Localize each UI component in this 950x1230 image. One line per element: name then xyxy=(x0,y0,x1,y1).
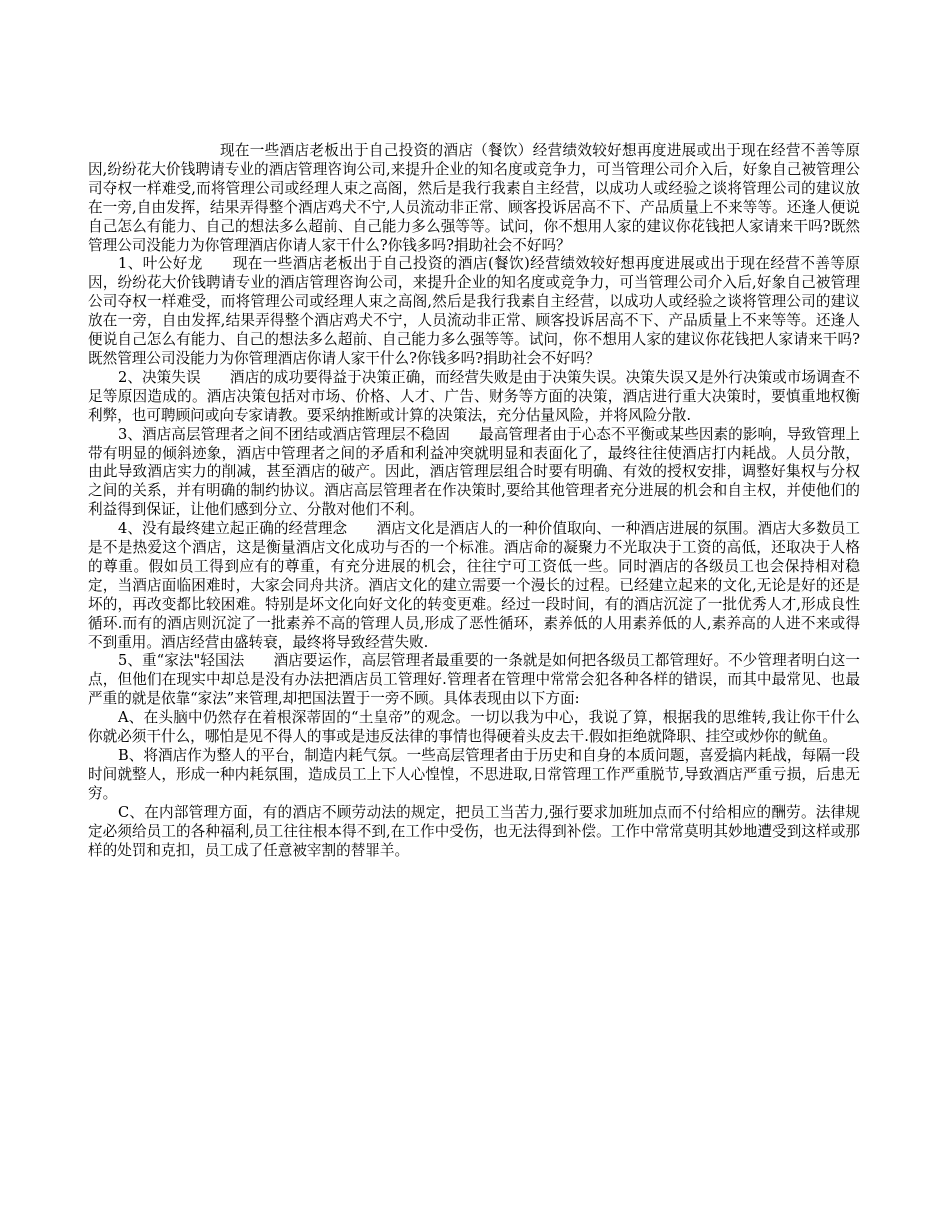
section-4-paragraph: 4、没有最终建立起正确的经营理念 酒店文化是酒店人的一种价值取向、一种酒店进展的氛围。酒店大多数员工是不是热爱这个酒店，这是衡量酒店文化成功与否的一个标准。酒店命的凝聚力不光取决于工资的高低，还取决于人格的尊重。假如员工得到应有的尊重，有充分进展的机会，往往宁可工资低一些。同时酒店的各级员工也会保持相对稳定，当酒店面临困难时，大家会同舟共济。酒店文化的建立需要一个漫长的过程。已经建立起来的文化,无论是好的还是坏的，再改变都比较困难。特别是坏文化向好文化的转变更难。经过一段时间，有的酒店沉淀了一批优秀人才,形成良性循环.而有的酒店则沉淀了一批素养不高的管理人员,形成了恶性循环，素养低的人用素养低的人,素养高的人进不来或得不到重用。酒店经营由盛转衰，最终将导致经营失败. xyxy=(88,520,860,651)
section-2-paragraph: 2、决策失误 酒店的成功要得益于决策正确，而经营失败是由于决策失误。决策失误又是外行决策或市场调查不足等原因造成的。酒店决策包括对市场、价格、人才、广告、财务等方面的决策，酒店进行重大决策时，要慎重地权衡利弊，也可聘顾问或向专家请教。要采纳推断或计算的决策法，充分估量风险，并将风险分散. xyxy=(88,368,860,424)
section-1-paragraph: 1、叶公好龙 现在一些酒店老板出于自己投资的酒店(餐饮)经营绩效较好想再度进展或出于现在经营不善等原因，纷纷花大价钱聘请专业的酒店管理咨询公司，来提升企业的知名度或竞争力，可当管理公司介入后,好象自己被管理公司夺权一样难受，而将管理公司或经理人束之高阁,然后是我行我素自主经营，以成功人或经验之谈将管理公司的建议放在一旁，自由发挥,结果弄得整个酒店鸡犬不宁，人员流动非正常、顾客投诉居高不下、产品质量上不来等等。还逢人便说自己怎么有能力、自己的想法多么超前、自己能力多么强等等。试问，你不想用人家的建议你花钱把人家请来干吗?既然管理公司没能力为你管理酒店你请人家干什么?你钱多吗?捐助社会不好吗？ xyxy=(88,255,860,367)
item-b-paragraph: B、将酒店作为整人的平台，制造内耗气氛。一些高层管理者由于历史和自身的本质问题，喜爱搞内耗战，每隔一段时间就整人，形成一种内耗氛围，造成员工上下人心惶惶，不思进取,日常管理工作严重脱节,导致酒店严重亏损，后患无穷。 xyxy=(88,747,860,802)
section-5-paragraph: 5、重“家法"轻国法 酒店要运作，高层管理者最重要的一条就是如何把各级员工都管理好。不少管理者明白这一点，但他们在现实中却总是没有办法把酒店员工管理好.管理者在管理中常常会犯各种各样的错误，而其中最常见、也最严重的就是依靠“家法”来管理,却把国法置于一旁不顾。具体表现由以下方面: xyxy=(88,652,860,708)
section-3-paragraph: 3、酒店高层管理者之间不团结或酒店管理层不稳固 最高管理者由于心态不平衡或某些因素的影响，导致管理上带有明显的倾斜迹象，酒店中管理者之间的矛盾和利益冲突就明显和表面化了，最终往往使酒店打内耗战。人员分散，由此导致酒店实力的削减，甚至酒店的破产。因此，酒店管理层组合时要有明确、有效的授权安排，调整好集权与分权之间的关系，并有明确的制约协议。酒店高层管理者在作决策时,要给其他管理者充分进展的机会和自主权，并使他们的利益得到保证，让他们感到分立、分散对他们不利。 xyxy=(88,425,860,519)
item-c-paragraph: C、在内部管理方面，有的酒店不顾劳动法的规定，把员工当苦力,强行要求加班加点而不付给相应的酬劳。法律规定必须给员工的各种福利,员工往往根本得不到,在工作中受伤，也无法得到补偿。工作中常常莫明其妙地遭受到这样或那样的处罚和克扣，员工成了任意被宰割的替罪羊。 xyxy=(88,803,860,859)
item-a-paragraph: A、在头脑中仍然存在着根深蒂固的“土皇帝”的观念。一切以我为中心，我说了算，根据我的思维转,我让你干什么你就必须干什么，哪怕是见不得人的事或是违反法律的事情也得硬着头皮去干.假如拒绝就降职、挂空或炒你的鱿鱼。 xyxy=(88,709,860,746)
intro-paragraph: 现在一些酒店老板出于自己投资的酒店（餐饮）经营绩效较好想再度进展或出于现在经营不善等原因,纷纷花大价钱聘请专业的酒店管理咨询公司,来提升企业的知名度或竞争力，可当管理公司介入后，好象自己被管理公司夺权一样难受,而将管理公司或经理人束之高阁，然后是我行我素自主经营，以成功人或经验之谈将管理公司的建议放在一旁,自由发挥，结果弄得整个酒店鸡犬不宁,人员流动非正常、顾客投诉居高不下、产品质量上不来等等。还逢人便说自己怎么有能力、自己的想法多么超前、自己能力多么强等等。试问，你不想用人家的建议你花钱把人家请来干吗?既然管理公司没能力为你管理酒店你请人家干什么?你钱多吗?捐助社会不好吗？ xyxy=(88,142,860,254)
document-body xyxy=(88,142,860,860)
